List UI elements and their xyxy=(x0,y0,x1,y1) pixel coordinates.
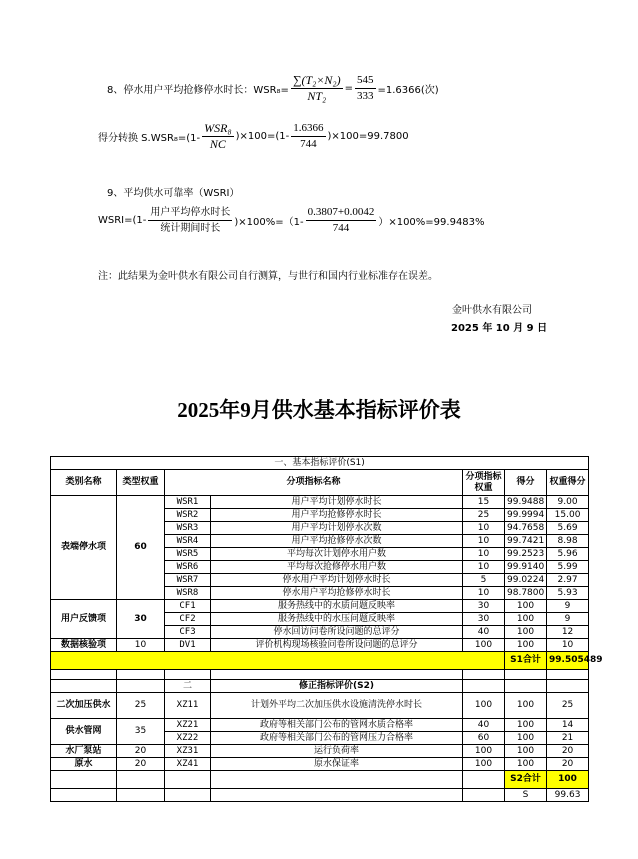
item-weighted: 9 xyxy=(547,613,589,626)
item-weight: 100 xyxy=(463,639,505,652)
item-name: 停水用户平均计划停水时长 xyxy=(211,574,463,587)
item-code: WSR4 xyxy=(165,535,211,548)
item-score: 99.7421 xyxy=(505,535,547,548)
denominator: NC xyxy=(209,137,226,151)
formula-result: ）×100%=99.9483% xyxy=(378,217,485,228)
denominator: NT₂ xyxy=(307,89,327,103)
table-header-row xyxy=(51,470,589,496)
item-weighted: 10 xyxy=(547,639,589,652)
section9-heading: 9、平均供水可靠率（WSRI） xyxy=(107,188,240,199)
item-weighted: 2.97 xyxy=(547,574,589,587)
disclaimer-note: 注：此结果为金叶供水有限公司自行测算，与世行和国内行业标准存在误差。 xyxy=(98,271,438,282)
item-weight: 5 xyxy=(463,574,505,587)
item-weight: 15 xyxy=(463,496,505,509)
item-score: 99.9994 xyxy=(505,509,547,522)
group-name: 表端停水项 xyxy=(51,496,117,600)
table-row xyxy=(51,719,589,732)
formula-score-conversion xyxy=(98,122,409,151)
formula-result: =1.6366(次) xyxy=(377,85,439,96)
item-code: WSR1 xyxy=(165,496,211,509)
item-weight: 10 xyxy=(463,548,505,561)
table-row xyxy=(51,693,589,719)
group-name: 二次加压供水 xyxy=(51,693,117,719)
item-code: XZ21 xyxy=(165,719,211,732)
item-weighted: 20 xyxy=(547,758,589,771)
item-weight: 100 xyxy=(463,758,505,771)
item-name: 计划外平均二次加压供水设施清洗停水时长 xyxy=(211,693,463,719)
item-weight: 40 xyxy=(463,719,505,732)
item-weight: 100 xyxy=(463,745,505,758)
item-code: XZ31 xyxy=(165,745,211,758)
item-name: 服务热线中的水压问题反映率 xyxy=(211,613,463,626)
s1-total-label: S1合计 xyxy=(505,652,547,670)
s2-total-value: 100 xyxy=(547,771,589,789)
s2-number: 二 xyxy=(165,680,211,693)
item-weighted: 5.96 xyxy=(547,548,589,561)
item-name: 停水用户平均抢修停水时长 xyxy=(211,587,463,600)
group-weight: 10 xyxy=(117,639,165,652)
group-weight: 25 xyxy=(117,693,165,719)
item-name: 政府等相关部门公布的管网水质合格率 xyxy=(211,719,463,732)
item-weighted: 25 xyxy=(547,693,589,719)
item-code: XZ11 xyxy=(165,693,211,719)
item-code: WSR3 xyxy=(165,522,211,535)
spacer-row xyxy=(51,670,589,680)
numerator: 用户平均停水时长 xyxy=(148,206,232,221)
item-name: 评价机构现场核验问卷所设问题的总评分 xyxy=(211,639,463,652)
signature-date: 2025 年 10 月 9 日 xyxy=(451,323,548,334)
item-score: 100 xyxy=(505,639,547,652)
item-name: 用户平均计划停水时长 xyxy=(211,496,463,509)
item-weighted: 5.93 xyxy=(547,587,589,600)
item-weight: 40 xyxy=(463,626,505,639)
table-row xyxy=(51,600,589,613)
group-weight: 30 xyxy=(117,600,165,639)
filler xyxy=(51,652,505,670)
page-title: 2025年9月供水基本指标评价表 xyxy=(177,398,461,422)
formula-label: WSRI=(1- xyxy=(98,215,147,226)
item-code: WSR5 xyxy=(165,548,211,561)
s2-header: 修正指标评价(S2) xyxy=(211,680,463,693)
group-weight: 20 xyxy=(117,745,165,758)
item-code: WSR7 xyxy=(165,574,211,587)
numerator-value: 545 xyxy=(355,74,376,89)
item-score: 100 xyxy=(505,732,547,745)
item-name: 服务热线中的水质问题反映率 xyxy=(211,600,463,613)
table-row xyxy=(51,457,589,470)
s1-total-row xyxy=(51,652,589,670)
item-weighted: 5.69 xyxy=(547,522,589,535)
numerator: ∑(T₂×N₂) xyxy=(292,73,341,87)
denominator: 统计期间时长 xyxy=(160,223,221,234)
header-weighted-score: 权重得分 xyxy=(547,470,589,496)
group-weight: 60 xyxy=(117,496,165,600)
item-score: 100 xyxy=(505,693,547,719)
s2-total-row xyxy=(51,771,589,789)
s-total-row xyxy=(51,789,589,802)
header-item-weight: 分项指标权重 xyxy=(463,470,505,496)
formula-result: )×100=99.7800 xyxy=(327,131,409,142)
item-score: 99.9140 xyxy=(505,561,547,574)
s1-header: 一、基本指标评价(S1) xyxy=(51,457,589,470)
item-weighted: 21 xyxy=(547,732,589,745)
numerator-value: 0.3807+0.0042 xyxy=(306,206,377,221)
formula-label: 得分转换 S.WSR₈=(1- xyxy=(98,133,201,144)
table-row xyxy=(51,680,589,693)
item-code: XZ22 xyxy=(165,732,211,745)
item-weighted: 5.99 xyxy=(547,561,589,574)
item-weight: 30 xyxy=(463,600,505,613)
s-total-label: S xyxy=(505,789,547,802)
item-weighted: 15.00 xyxy=(547,509,589,522)
item-score: 99.0224 xyxy=(505,574,547,587)
s-total-value: 99.63 xyxy=(547,789,589,802)
item-name: 政府等相关部门公布的管网压力合格率 xyxy=(211,732,463,745)
item-code: CF3 xyxy=(165,626,211,639)
formula-wsr8 xyxy=(107,74,439,103)
signature-company: 金叶供水有限公司 xyxy=(452,305,532,316)
item-name: 停水回访问卷所设问题的总评分 xyxy=(211,626,463,639)
item-name: 用户平均计划停水次数 xyxy=(211,522,463,535)
table-row xyxy=(51,745,589,758)
item-score: 100 xyxy=(505,613,547,626)
header-score: 得分 xyxy=(505,470,547,496)
group-name: 数据核验项 xyxy=(51,639,117,652)
item-weighted: 9 xyxy=(547,600,589,613)
item-weight: 60 xyxy=(463,732,505,745)
header-category-weight: 类型权重 xyxy=(117,470,165,496)
numerator-value: 1.6366 xyxy=(291,122,325,137)
item-name: 平均每次计划停水用户数 xyxy=(211,548,463,561)
group-name: 水厂泵站 xyxy=(51,745,117,758)
item-weight: 100 xyxy=(463,693,505,719)
equals: = xyxy=(344,83,353,94)
header-category: 类别名称 xyxy=(51,470,117,496)
item-name: 用户平均抢修停水时长 xyxy=(211,509,463,522)
denominator-value: 744 xyxy=(332,222,350,234)
table-row xyxy=(51,639,589,652)
formula-middle: )×100%=（1- xyxy=(234,217,304,228)
item-name: 运行负荷率 xyxy=(211,745,463,758)
item-code: CF1 xyxy=(165,600,211,613)
item-weight: 10 xyxy=(463,587,505,600)
s2-total-label: S2合计 xyxy=(505,771,547,789)
item-weight: 10 xyxy=(463,522,505,535)
group-weight: 20 xyxy=(117,758,165,771)
item-code: WSR2 xyxy=(165,509,211,522)
item-code: WSR6 xyxy=(165,561,211,574)
group-weight: 35 xyxy=(117,719,165,745)
item-score: 100 xyxy=(505,719,547,732)
item-weight: 10 xyxy=(463,561,505,574)
item-score: 100 xyxy=(505,626,547,639)
item-name: 平均每次抢修停水用户数 xyxy=(211,561,463,574)
item-score: 94.7658 xyxy=(505,522,547,535)
item-weighted: 9.00 xyxy=(547,496,589,509)
table-row xyxy=(51,496,589,509)
denominator-value: 744 xyxy=(300,138,317,150)
item-weighted: 20 xyxy=(547,745,589,758)
header-item-name: 分项指标名称 xyxy=(165,470,463,496)
item-weighted: 14 xyxy=(547,719,589,732)
item-weight: 30 xyxy=(463,613,505,626)
group-name: 原水 xyxy=(51,758,117,771)
item-code: XZ41 xyxy=(165,758,211,771)
s1-total-value: 99.505489 xyxy=(547,652,589,670)
item-name: 用户平均抢修停水次数 xyxy=(211,535,463,548)
table-row xyxy=(51,758,589,771)
numerator: WSR₈ xyxy=(204,121,232,135)
item-score: 100 xyxy=(505,745,547,758)
group-name: 用户反馈项 xyxy=(51,600,117,639)
item-code: DV1 xyxy=(165,639,211,652)
group-name: 供水管网 xyxy=(51,719,117,745)
item-score: 99.2523 xyxy=(505,548,547,561)
evaluation-table xyxy=(50,456,603,802)
item-code: WSR8 xyxy=(165,587,211,600)
item-score: 100 xyxy=(505,758,547,771)
item-code: CF2 xyxy=(165,613,211,626)
formula-label: 8、停水用户平均抢修停水时长：WSR₈= xyxy=(107,85,289,96)
formula-middle: )×100=(1- xyxy=(235,131,290,142)
item-name: 原水保证率 xyxy=(211,758,463,771)
item-score: 99.9488 xyxy=(505,496,547,509)
item-weight: 25 xyxy=(463,509,505,522)
item-weighted: 8.98 xyxy=(547,535,589,548)
item-weight: 10 xyxy=(463,535,505,548)
item-weighted: 12 xyxy=(547,626,589,639)
item-score: 98.7800 xyxy=(505,587,547,600)
denominator-value: 333 xyxy=(357,90,374,102)
formula-wsri xyxy=(98,206,485,235)
item-score: 100 xyxy=(505,600,547,613)
